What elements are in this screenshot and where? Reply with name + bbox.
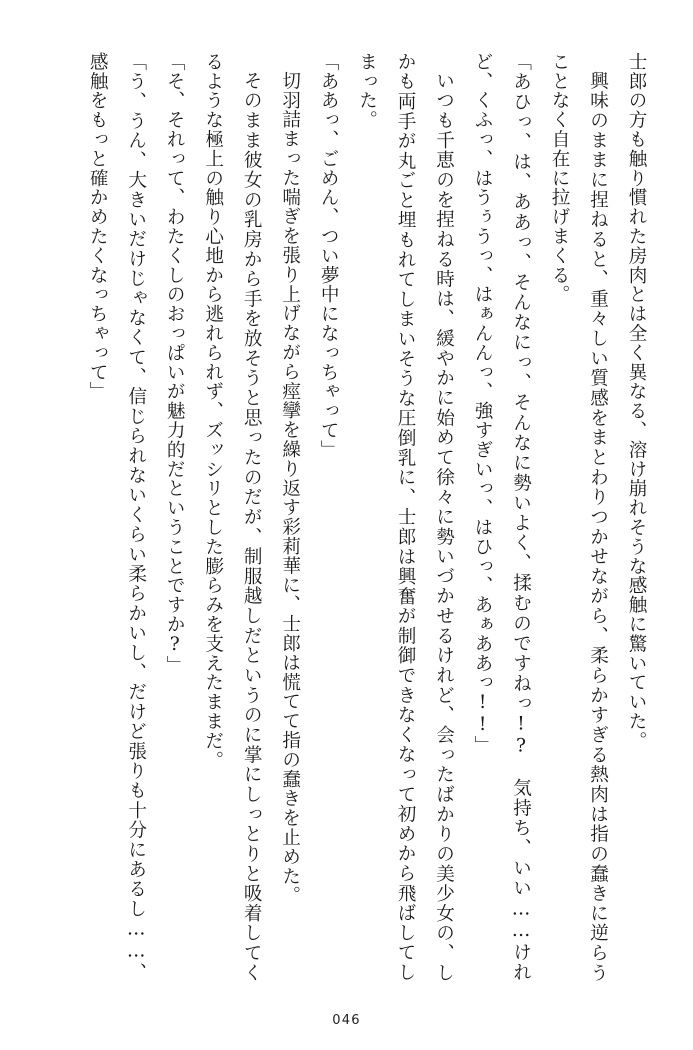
paragraph: 「あひっ、は、ああっ、そんなにっ、そんなに勢いよく、揉むのですねっ!? 気持ち、いい……けれど、くふっ、はうぅうっ、はぁんんっ、強すぎいっ、はひっ、あぁああっ!!」 <box>472 52 532 982</box>
page-text-body <box>38 52 655 982</box>
paragraph: 「ああっ、ごめん、つい夢中になっちゃって」 <box>318 52 340 460</box>
paragraph: 「そ、それって、わたくしのおっぱいが魅力的だということですか?」 <box>164 52 186 676</box>
paragraph: そのまま彼女の乳房から手を放そうと思ったのだが、制服越しだというのに掌にしっとりと吸着してくるような極上の触り心地から逃れられず、ズッシリとした膨らみを支えたままだ。 <box>202 52 263 982</box>
paragraph: いつも千恵のを捏ねる時は、緩やかに始めて徐々に勢いづかせるけれど、会ったばかりの美少女の、しかも両手が丸ごと埋もれてしまいそうな圧倒乳に、士郎は興奮が制御できなくなって初めから飛ばしてしまった。 <box>356 52 455 982</box>
page-number: 046 <box>332 1013 361 1028</box>
paragraph: 士郎の方も触り慣れた房肉とは全く異なる、溶け崩れそうな感触に驚いていた。 <box>626 52 647 751</box>
paragraph: 興味のままに捏ねると、重々しい質感をまとわりつかせながら、柔らかすぎる熱肉は指の蠢きに逆らうことなく自在に拉げまくる。 <box>549 52 609 982</box>
paragraph: 「う、うん、大きいだけじゃなくて、信じられないくらい柔らかいし、だけど張りも十分にあるし……、感触をもっと確かめたくなっちゃって」 <box>87 52 147 982</box>
paragraph: 切羽詰まった喘ぎを張り上げながら痙攣を繰り返す彩莉華に、士郎は慌てて指の蠢きを止めた。 <box>279 70 301 905</box>
